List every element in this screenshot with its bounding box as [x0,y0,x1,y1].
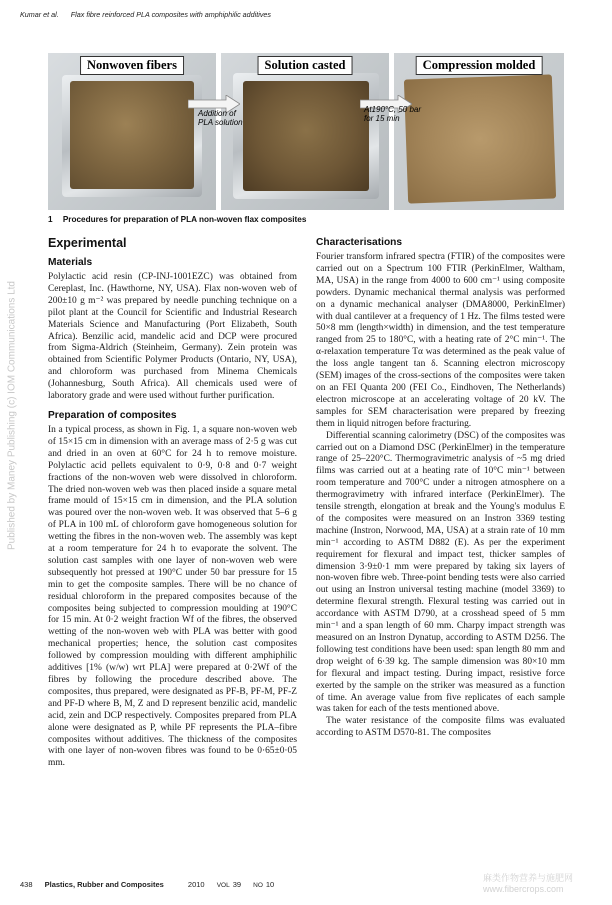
photo-nonwoven-fibers [48,53,216,210]
volume: 39 [232,880,242,889]
issue: 10 [265,880,275,889]
caption-text: Procedures for preparation of PLA non-woven flax composites [62,215,307,224]
right-column [316,236,565,740]
header-title: Flax fibre reinforced PLA composites with amphiphilic additives [70,10,272,19]
characterisation-paragraph-3: The water resistance of the composite films was evaluated according to ASTM D570-81. The composites [316,716,565,739]
characterisations-heading: Characterisations [316,237,403,248]
site-watermark: 麻类作物营养与施肥网 www.fibercrops.com [483,873,574,894]
vol-label: VOL [216,882,230,889]
materials-paragraph: Polylactic acid resin (CP-INJ-1001EZC) was obtained from Cereplast, Inc. (Hawthorne, NY, USA). Flax non-woven web of 200±10 g m⁻² was prepared by needle punching technique on a pilot plant at the Council for Scientific and Industrial Research Materials Science and Manufacturing (Port Elizabeth, South Africa). Benzilic acid, mandelic acid and DCP were procured from Sigma-Aldrich (Steinheim, Germany). Zein protein was obtained from Scientific Polymer Products (Ontario, NY, USA), and chloroform was purchased from Minema Chemicals (Johannesburg, South Africa). All chemicals used were of laboratory grade and were used without further purification. [48,272,297,402]
figure-caption [48,215,306,224]
panel-label-compression: Compression molded [416,56,543,75]
panel-label-solution: Solution casted [258,56,353,75]
arrow-note-conditions: At190°C, 50 bar for 15 min [364,105,422,123]
photo-solution-casted [221,53,389,210]
page-footer [20,880,284,889]
arrow-note-addition: Addition of PLA solution [198,109,243,127]
footer-year: 2010 [187,880,205,889]
journal-name: Plastics, Rubber and Composites [44,880,164,889]
publisher-watermark: Published by Maney Publishing (c) IOM Communications Ltd [6,281,18,551]
preparation-heading: Preparation of composites [48,409,177,421]
section-title: Experimental [48,236,127,250]
left-column [48,236,297,770]
preparation-paragraph: In a typical process, as shown in Fig. 1, a square non-woven web of 15×15 cm in dimension with an average mass of 2·5 g was cut and dried in an oven at 60°C for 24 h to remove moisture. Polylactic acid pellets equivalent to 0·9, 0·8 and 0·7 weight fractions of the non-woven web were dissolved in chloroform. The dried non-woven web was then placed inside a square metal frame mould of 15×15 cm in dimension, and the PLA solution was poured over the non-woven web. It was observed that 5–6 g of PLA in 100 mL of chloroform gave homogeneous solution for wetting the fibres in the non-woven web. The assembly was kept at a room temperature for 24 h to evaporate the solvent. The solution cast samples with one layer of non-woven web were subsequently hot pressed at 190°C under 50 bar pressure for 15 min to get the composite samples. There will be no chance of residual chloroform in the prepared composites because of the composites being subjected to compression moulding at 190°C for 15 min. At 0·2 weight fraction Wf of the fibres, the observed wetting of the non-woven web with PLA was better with good mechanical properties; hence, the solution cast composites followed by compression moulding with different amphiphilic additives [1% (w/w) wrt PLA] were prepared at 0·2Wf of the fibres by following the procedure described above. The composites, thus prepared, were designated as PF-B, PF-M, PF-Z and PF-D where B, M, Z and D represent benzilic acid, mandelic acid, zein and DCP respectively. Composites prepared from PLA alone were designated as P, while PF represents the PLA–fibre composites without additives. The thickness of the composites with one layer of non-woven fibres was found to be 0·65±0·05 mm. [48,424,297,769]
page-number: 438 [20,880,33,889]
figure-1 [48,53,564,210]
photo-compression-molded [394,53,564,210]
issue-label: NO [253,882,263,889]
running-header [20,10,271,19]
characterisation-paragraph-1: Fourier transform infrared spectra (FTIR) of the composites were carried out on a Spectrum 100 FTIR (PerkinElmer, Waltham, MA, USA) in the range from 4000 to 600 cm⁻¹ using composite powders. Dynamic mechanical thermal analysis was performed on a dynamic mechanical analyser (DMA8000, PerkinElmer) with dual cantilever at a frequency of 1 Hz. The films tested were 50×8 mm (length×width) in dimension, and the test temperature ranged from 25 to 180°C, with a heating rate of 2°C min⁻¹. The α-relaxation temperature Tα was determined as the peak value of the loss angle tangent tan δ. Scanning electron microscopy (SEM) images of the cross-sections of the composites were taken on an FEI Quanta 200 (FEI Co., Eindhoven, The Netherlands) electron microscope at an accelerating voltage of 20 kV. The samples for SEM characterisation were prepared by freezing them in liquid nitrogen before fracturing. [316,252,565,429]
characterisation-paragraph-2: Differential scanning calorimetry (DSC) of the composites was carried out on a Diamond DSC (PerkinElmer) in the temperature range of 25–220°C. Thermogravimetric analysis of ~5 mg dried films was carried out at a heating rate of 10°C min⁻¹ between room temperature and 700°C under a nitrogen atmosphere on a thermogravimetry with infrared interface (PerkinElmer). The tensile strength, elongation at break and the Young's modulus E of the composites were measured on an Instron 3369 testing machine (Instron, Norwood, MA, USA) at a strain rate of 10 mm min⁻¹ according to ASTM D882 (E). As per the experiment requirement for flexural and impact test, thicker samples of dimension 3·9±0·1 mm were prepared by taking six layers of non-woven fibre web. Three-point bending tests were also carried out using an Instron universal testing machine (model 3369) to determine flexural strength. Flexural testing was carried out in accordance with ASTM D790, at a crosshead speed of 5 mm min⁻¹ and a span length of 60 mm. Charpy impact strength was measured on an Instron Dynatup, according to ASTM D256. The following test conditions have been used: span length 80 mm and drop weight of 6·39 kg. The sample dimension was 80×10 mm for flexural and impact testing. During impact, resistive force exerted by the sample on the striker was measured as a function of time. An average value from five replicates of each sample was taken for each of the tests mentioned above. [316,430,565,715]
materials-heading: Materials [48,257,93,268]
caption-number: 1 [48,215,53,224]
header-authors: Kumar et al. [20,10,59,19]
panel-label-nonwoven: Nonwoven fibers [80,56,184,75]
